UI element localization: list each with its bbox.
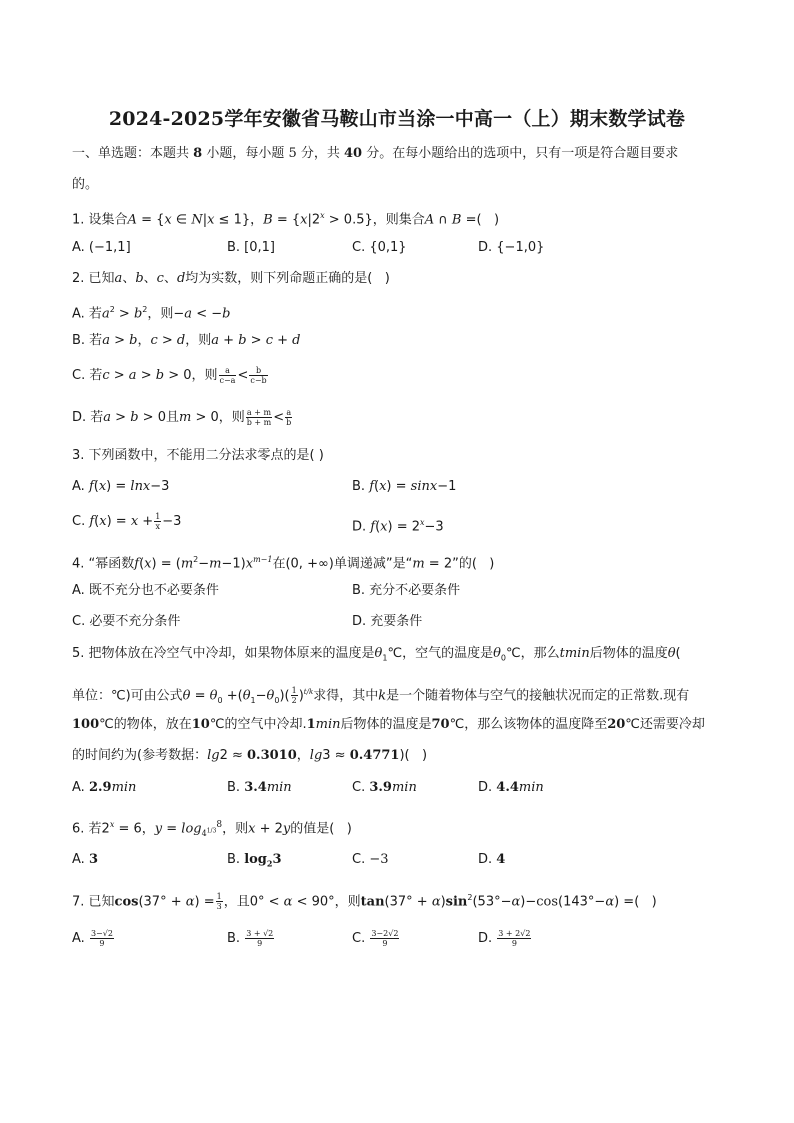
question-6-option-b: B. $\log_23$ — [227, 852, 282, 869]
question-3-option-b: B. f(x) = sinx−1 — [352, 479, 457, 494]
question-2-option-c: C. 若c > a > b > 0，则 $\frac{a}{c-a}$ < $\frac{b}{c-b}$ — [72, 366, 267, 385]
exam-title: 2024-2025学年安徽省马鞍山市当涂一中高一（上）期末数学试卷 — [108, 108, 686, 130]
question-7-stem: 7. 已知cos(37° + α) = $\frac{1}{3}$ ，且0° < α < 90°，则$\tan(37^\circ + \alpha)\sin^2(53^\circ-\alpha)-\cos(143^\circ-\alpha)$ =( ) — [72, 892, 657, 912]
question-1-option-a: A. (−1,1] — [72, 240, 131, 255]
question-2-option-d: D. 若a > b > 0且m > 0，则 $\frac{a + m}{b + m}$ < $\frac{a}{b}$ — [72, 408, 292, 427]
question-7-option-d: D. $\frac{3 + 2√2}{9}$ — [478, 929, 531, 948]
question-7-option-a: A. $\frac{3-√2}{9}$ — [72, 929, 113, 948]
question-5-line-3: 100℃的物体，放在10℃的空气中冷却.1min后物体的温度是70℃，那么该物体的温度降至20℃还需要冷却 — [72, 717, 705, 732]
question-2-option-a: A. 若$a^2 > b^2$，则−a < −b — [72, 305, 231, 322]
question-1-stem: 1. 设集合A = {x ∈ N|x ≤ 1}，$B = \{x|2^x > 0.5\}$，则集合A ∩ B =( ) — [72, 211, 500, 228]
question-5-line-2: 单位：℃)可由公式$\theta = \theta_0 +(\theta_1-\theta_0)$( $\frac{1}{2}$ )$^{t/k}$求得，其中k是一个随着物体与空气的接触状况而定的正常数.现有 — [72, 686, 690, 706]
question-3-option-a: A. f(x) = lnx−3 — [72, 479, 170, 494]
question-4-option-d: D. 充要条件 — [352, 614, 423, 629]
question-4-option-b: B. 充分不必要条件 — [352, 583, 461, 598]
question-7-option-c: C. $\frac{3-2√2}{9}$ — [352, 929, 399, 948]
question-3-option-d: D. $f(x) = 2^x-3$ — [352, 518, 444, 535]
question-4-option-a: A. 既不充分也不必要条件 — [72, 583, 219, 598]
question-3-stem: 3. 下列函数中，不能用二分法求零点的是( ) — [72, 448, 324, 463]
question-6-option-c: C. −3 — [352, 852, 389, 867]
question-2-option-b: B. 若a > b，c > d，则a + b > c + d — [72, 333, 301, 348]
question-3-option-c: C. f(x) = x + $\frac{1}{x}$ −3 — [72, 512, 182, 531]
question-1-option-b: B. [0,1] — [227, 240, 276, 255]
question-5-option-a: A. 2.9min — [72, 780, 137, 795]
question-7-option-b: B. $\frac{3 + √2}{9}$ — [227, 929, 274, 948]
question-5-option-d: D. 4.4min — [478, 780, 544, 795]
question-4-option-c: C. 必要不充分条件 — [72, 614, 181, 629]
question-2-stem: 2. 已知a、b、c、d均为实数，则下列命题正确的是( ) — [72, 271, 390, 286]
question-4-stem: 4. “幂函数$f(x) = (m^2-m-1)x^{m-1}$在(0, +∞)单调递减”是“m = 2”的( ) — [72, 555, 495, 572]
question-5-option-b: B. 3.4min — [227, 780, 292, 795]
section-line-2: 的。 — [72, 177, 99, 192]
question-5-line-1: 5. 把物体放在冷空气中冷却，如果物体原来的温度是$\theta_1℃$，空气的温度是$\theta_0℃$，那么tmin后物体的温度θ( — [72, 646, 681, 663]
question-5-line-4: 的时间约为(参考数据：lg2 ≈ 0.3010，lg3 ≈ 0.4771)( ) — [72, 748, 428, 763]
question-1-option-c: C. {0,1} — [352, 240, 407, 255]
question-6-stem: 6. 若$2^x = 6$，$y = \log_{4^{1/3}}^8$，则x + 2y的值是( ) — [72, 820, 352, 838]
question-5-option-c: C. 3.9min — [352, 780, 417, 795]
question-6-option-a: A. 3 — [72, 852, 98, 867]
question-6-option-d: D. 4 — [478, 852, 506, 867]
question-1-option-d: D. {−1,0} — [478, 240, 545, 255]
section-line-1: 一、单选题：本题共 8 小题，每小题 5 分，共 40 分。在每小题给出的选项中，只有一项是符合题目要求 — [72, 146, 679, 161]
section-heading — [72, 145, 678, 163]
